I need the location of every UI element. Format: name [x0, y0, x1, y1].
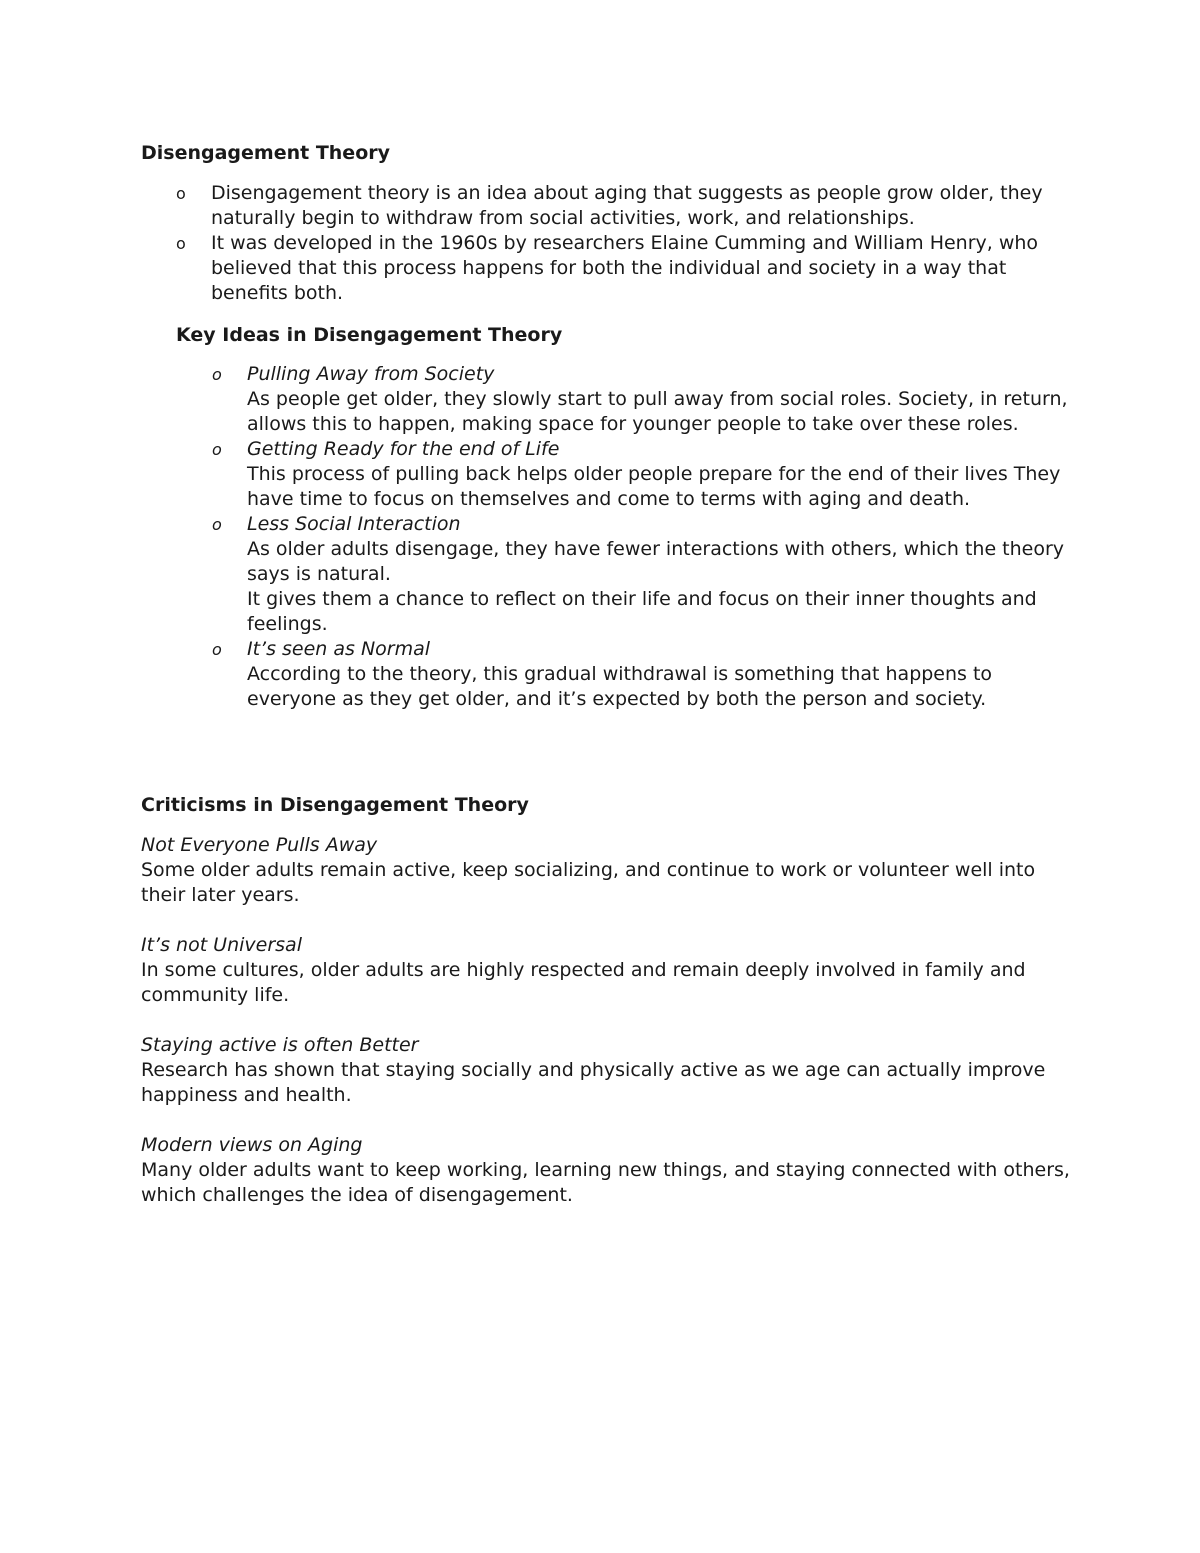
intro-bullet-text: It was developed in the 1960s by researchers Elaine Cumming and William Henry, who believed that this process happens for both the individual and society in a way that benefits both. — [211, 232, 1039, 304]
bullet-icon: o — [176, 184, 186, 203]
criticism-heading: Modern views on Aging — [141, 1134, 363, 1156]
bullet-icon: o — [176, 234, 186, 253]
key-idea-heading: Less Social Interaction — [247, 513, 461, 535]
key-idea-item — [212, 512, 1072, 637]
bullet-icon: o — [212, 440, 222, 459]
criticism-text: Many older adults want to keep working, learning new things, and staying connected with others, which challenges the idea of disengagement. — [141, 1159, 1070, 1206]
key-idea-text: According to the theory, this gradual withdrawal is something that happens to everyone as they get older, and it’s expected by both the person and society. — [247, 663, 993, 710]
criticism-text: In some cultures, older adults are highly respected and remain deeply involved in family and community life. — [141, 959, 1026, 1006]
bullet-icon: o — [212, 515, 222, 534]
intro-bullet-list — [176, 181, 1056, 306]
intro-bullet-text: Disengagement theory is an idea about aging that suggests as people grow older, they naturally begin to withdraw from social activities, work, and relationships. — [211, 182, 1043, 229]
criticisms-list — [141, 833, 1071, 1233]
criticism-item — [141, 833, 1071, 908]
key-idea-text: As older adults disengage, they have fewer interactions with others, which the theory says is natural. — [247, 538, 1065, 585]
key-idea-text: It gives them a chance to reflect on their life and focus on their inner thoughts and feelings. — [247, 588, 1037, 635]
criticism-item — [141, 933, 1071, 1008]
section-title-criticisms: Criticisms in Disengagement Theory — [141, 794, 529, 816]
key-idea-heading: Getting Ready for the end of Life — [247, 438, 560, 460]
key-idea-text: As people get older, they slowly start to pull away from social roles. Society, in return, allows this to happen, making space for younger people to take over these roles. — [247, 388, 1068, 435]
criticism-heading: It’s not Universal — [141, 934, 302, 956]
key-idea-item — [212, 362, 1072, 437]
section-title-disengagement-theory: Disengagement Theory — [141, 142, 391, 164]
key-idea-text: This process of pulling back helps older people prepare for the end of their lives They have time to focus on themselves and come to terms with aging and death. — [247, 463, 1061, 510]
intro-bullet-item — [176, 231, 1056, 306]
criticism-heading: Not Everyone Pulls Away — [141, 834, 378, 856]
bullet-icon: o — [212, 365, 222, 384]
key-idea-heading: Pulling Away from Society — [247, 363, 495, 385]
key-ideas-list — [212, 362, 1072, 712]
bullet-icon: o — [212, 640, 222, 659]
criticism-item — [141, 1033, 1071, 1108]
key-idea-heading: It’s seen as Normal — [247, 638, 431, 660]
key-idea-item — [212, 637, 1072, 712]
section-title-key-ideas: Key Ideas in Disengagement Theory — [176, 324, 563, 346]
criticism-text: Some older adults remain active, keep socializing, and continue to work or volunteer well into their later years. — [141, 859, 1036, 906]
criticism-item — [141, 1133, 1071, 1208]
criticism-heading: Staying active is often Better — [141, 1034, 419, 1056]
criticism-text: Research has shown that staying socially and physically active as we age can actually improve happiness and health. — [141, 1059, 1046, 1106]
key-idea-item — [212, 437, 1072, 512]
intro-bullet-item — [176, 181, 1056, 231]
